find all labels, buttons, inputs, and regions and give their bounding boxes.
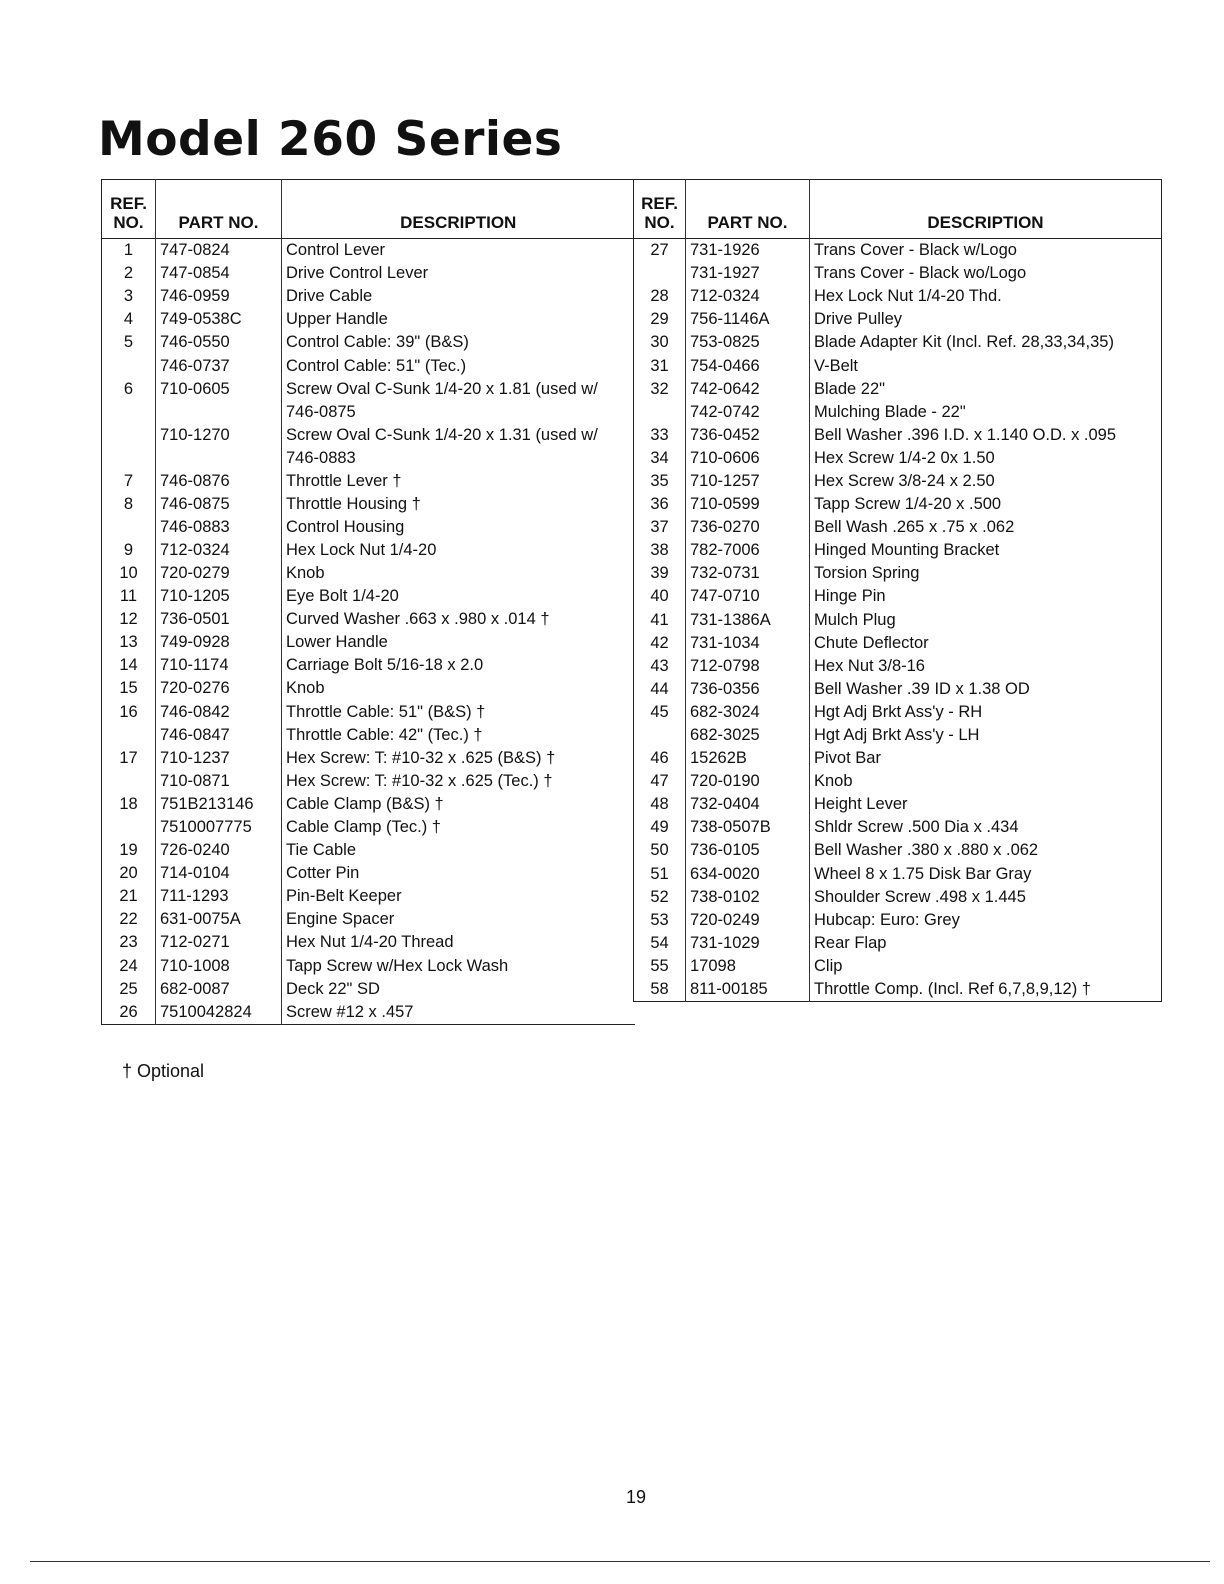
ref-no-cell: 35: [650, 471, 669, 490]
description-cell: Tapp Screw 1/4-20 x .500: [810, 493, 1162, 516]
part-no-cell: 712-0324: [156, 539, 282, 562]
description-cell: Height Lever: [810, 793, 1162, 816]
description-cell: Cable Clamp (Tec.) †: [282, 816, 635, 839]
ref-no-cell: [634, 724, 686, 747]
part-no-cell: 712-0271: [156, 931, 282, 954]
table-row: [102, 239, 635, 263]
footnote: † Optional: [122, 1061, 205, 1081]
table-row: [634, 678, 1162, 701]
description-cell: Throttle Cable: 51" (B&S) †: [282, 701, 635, 724]
description-cell: Hex Screw 1/4-2 0x 1.50: [810, 447, 1162, 470]
ref-no-cell: [102, 354, 156, 377]
ref-no-cell: 51: [650, 864, 669, 883]
description-cell: Hex Lock Nut 1/4-20 Thd.: [810, 285, 1162, 308]
table-row: [634, 632, 1162, 655]
description-cell: Throttle Lever †: [282, 470, 635, 493]
bottom-rule: [30, 1561, 1210, 1562]
part-no-cell: 756-1146A: [686, 308, 810, 331]
description-cell: Control Cable: 51" (Tec.): [282, 354, 635, 377]
ref-no-cell: 29: [650, 310, 669, 329]
ref-no-cell: 1: [123, 241, 134, 260]
description-cell: Trans Cover - Black w/Logo: [810, 239, 1162, 263]
table-row: [634, 886, 1162, 909]
ref-no-cell: 45: [650, 702, 669, 721]
part-no-cell: 747-0824: [156, 239, 282, 263]
description-cell: Control Lever: [282, 239, 635, 263]
description-cell: Bell Washer .380 x .880 x .062: [810, 839, 1162, 862]
table-row: [102, 378, 635, 424]
description-cell: Hex Screw: T: #10-32 x .625 (B&S) †: [282, 747, 635, 770]
table-row: [634, 932, 1162, 955]
description-cell: Blade 22": [810, 378, 1162, 401]
ref-no-cell: 46: [650, 749, 669, 768]
description-cell: Control Housing: [282, 516, 635, 539]
description-header: DESCRIPTION: [282, 180, 635, 239]
description-cell: Eye Bolt 1/4-20: [282, 585, 635, 608]
table-row: [102, 1001, 635, 1025]
ref-no-cell: [102, 724, 156, 747]
description-cell: Mulching Blade - 22": [810, 401, 1162, 424]
part-no-cell: 682-3024: [686, 701, 810, 724]
part-no-cell: 7510007775: [156, 816, 282, 839]
part-no-cell: 736-0452: [686, 424, 810, 447]
table-row: [634, 401, 1162, 424]
description-cell: Hgt Adj Brkt Ass'y - LH: [810, 724, 1162, 747]
part-no-cell: 712-0798: [686, 655, 810, 678]
ref-no-cell: 13: [119, 633, 138, 652]
part-no-cell: 736-0501: [156, 608, 282, 631]
ref-no-cell: 30: [650, 333, 669, 352]
table-row: [634, 585, 1162, 608]
description-cell: Deck 22" SD: [282, 978, 635, 1001]
ref-no-cell: 27: [650, 241, 669, 260]
ref-no-cell: 17: [119, 748, 138, 767]
description-cell: Lower Handle: [282, 631, 635, 654]
ref-no-cell: 38: [650, 541, 669, 560]
part-no-cell: 738-0102: [686, 886, 810, 909]
table-row: [102, 562, 635, 585]
table-row: [102, 308, 635, 331]
ref-no-cell: 37: [650, 518, 669, 537]
parts-table-left-body: [102, 239, 635, 1025]
description-cell: Drive Cable: [282, 285, 635, 308]
description-cell: Clip: [810, 955, 1162, 978]
ref-no-cell: 41: [650, 610, 669, 629]
ref-no-cell: [102, 516, 156, 539]
table-row: [634, 609, 1162, 632]
description-cell: Throttle Cable: 42" (Tec.) †: [282, 724, 635, 747]
ref-no-cell: 44: [650, 679, 669, 698]
description-cell: Bell Washer .396 I.D. x 1.140 O.D. x .095: [810, 424, 1162, 447]
table-row: [102, 608, 635, 631]
table-row: [102, 631, 635, 654]
part-no-cell: 710-1270: [156, 424, 282, 470]
ref-no-cell: 11: [119, 587, 138, 606]
table-row: [634, 239, 1162, 263]
table-row: [102, 839, 635, 862]
description-cell: V-Belt: [810, 354, 1162, 377]
description-cell: Hex Nut 3/8-16: [810, 655, 1162, 678]
part-no-cell: 736-0356: [686, 678, 810, 701]
table-row: [634, 909, 1162, 932]
table-row: [102, 424, 635, 470]
ref-no-cell: 9: [123, 540, 134, 559]
description-cell: Hex Nut 1/4-20 Thread: [282, 931, 635, 954]
ref-no-cell: [634, 262, 686, 285]
part-no-cell: 746-0847: [156, 724, 282, 747]
description-cell: Hex Lock Nut 1/4-20: [282, 539, 635, 562]
ref-no-cell: 36: [650, 495, 669, 514]
description-cell: Curved Washer .663 x .980 x .014 †: [282, 608, 635, 631]
description-cell: Mulch Plug: [810, 609, 1162, 632]
table-row: [634, 447, 1162, 470]
description-cell: Chute Deflector: [810, 632, 1162, 655]
part-no-cell: 746-0550: [156, 331, 282, 354]
table-row: [634, 331, 1162, 354]
part-no-cell: 731-1034: [686, 632, 810, 655]
ref-no-cell: 47: [650, 772, 669, 791]
ref-no-cell: 19: [119, 841, 138, 860]
ref-header-line1: REF.: [110, 194, 147, 213]
part-no-cell: 17098: [686, 955, 810, 978]
part-no-cell: 710-0599: [686, 493, 810, 516]
ref-no-cell: 24: [119, 956, 138, 975]
table-row: [634, 285, 1162, 308]
ref-no-cell: 15: [119, 679, 138, 698]
ref-no-cell: 58: [650, 980, 669, 999]
description-cell: Hex Screw 3/8-24 x 2.50: [810, 470, 1162, 493]
table-row: [102, 701, 635, 724]
description-cell: Bell Washer .39 ID x 1.38 OD: [810, 678, 1162, 701]
table-header-row: [102, 180, 635, 239]
ref-header-line1: REF.: [641, 194, 678, 213]
part-no-cell: 749-0538C: [156, 308, 282, 331]
part-no-cell: 710-1008: [156, 955, 282, 978]
description-cell: Control Cable: 39" (B&S): [282, 331, 635, 354]
part-no-cell: 710-0871: [156, 770, 282, 793]
ref-no-cell: 32: [650, 379, 669, 398]
part-no-cell: 746-0876: [156, 470, 282, 493]
description-cell: Blade Adapter Kit (Incl. Ref. 28,33,34,35): [810, 331, 1162, 354]
table-row: [102, 262, 635, 285]
table-row: [102, 816, 635, 839]
ref-no-cell: [102, 424, 156, 470]
table-row: [634, 539, 1162, 562]
ref-no-cell: 49: [650, 818, 669, 837]
table-row: [102, 354, 635, 377]
table-row: [102, 585, 635, 608]
ref-no-cell: 22: [119, 910, 138, 929]
description-cell: Hinge Pin: [810, 585, 1162, 608]
part-no-cell: 710-1205: [156, 585, 282, 608]
description-cell: Hgt Adj Brkt Ass'y - RH: [810, 701, 1162, 724]
table-row: [102, 654, 635, 677]
description-cell: Engine Spacer: [282, 908, 635, 931]
description-cell: Hex Screw: T: #10-32 x .625 (Tec.) †: [282, 770, 635, 793]
ref-no-cell: 4: [123, 310, 134, 329]
table-row: [634, 839, 1162, 862]
ref-no-cell: 18: [119, 794, 138, 813]
description-cell: Cable Clamp (B&S) †: [282, 793, 635, 816]
ref-no-cell: 50: [650, 841, 669, 860]
ref-no-cell: 52: [650, 887, 669, 906]
part-no-cell: 742-0642: [686, 378, 810, 401]
ref-no-header: [102, 180, 156, 239]
table-row: [102, 770, 635, 793]
table-row: [634, 955, 1162, 978]
description-cell: Tie Cable: [282, 839, 635, 862]
table-row: [634, 816, 1162, 839]
table-row: [634, 470, 1162, 493]
table-row: [102, 955, 635, 978]
ref-no-cell: 28: [650, 287, 669, 306]
table-row: [634, 655, 1162, 678]
table-row: [634, 978, 1162, 1002]
table-row: [102, 931, 635, 954]
description-cell: Knob: [282, 562, 635, 585]
table-row: [102, 978, 635, 1001]
ref-no-cell: 43: [650, 656, 669, 675]
description-cell: Hubcap: Euro: Grey: [810, 909, 1162, 932]
ref-no-cell: 54: [650, 933, 669, 952]
part-no-cell: 634-0020: [686, 863, 810, 886]
description-cell: Trans Cover - Black wo/Logo: [810, 262, 1162, 285]
table-row: [634, 378, 1162, 401]
table-row: [634, 562, 1162, 585]
table-row: [634, 424, 1162, 447]
table-row: [634, 262, 1162, 285]
ref-no-cell: 23: [119, 933, 138, 952]
ref-no-cell: 10: [119, 563, 138, 582]
description-cell: Torsion Spring: [810, 562, 1162, 585]
part-no-cell: 720-0249: [686, 909, 810, 932]
table-row: [634, 701, 1162, 724]
part-no-cell: 682-3025: [686, 724, 810, 747]
description-cell: Screw Oval C-Sunk 1/4-20 x 1.81 (used w/ 746-0875: [282, 378, 635, 424]
part-no-cell: 712-0324: [686, 285, 810, 308]
part-no-cell: 731-1926: [686, 239, 810, 263]
description-cell: Throttle Housing †: [282, 493, 635, 516]
ref-no-cell: 20: [119, 864, 138, 883]
table-row: [102, 470, 635, 493]
ref-no-cell: 39: [650, 564, 669, 583]
ref-no-cell: 2: [123, 264, 134, 283]
description-cell: Upper Handle: [282, 308, 635, 331]
part-no-cell: 746-0883: [156, 516, 282, 539]
part-no-header: PART NO.: [156, 180, 282, 239]
ref-no-cell: [102, 770, 156, 793]
page-number: 19: [626, 1487, 647, 1507]
description-cell: Knob: [282, 677, 635, 700]
table-row: [634, 308, 1162, 331]
part-no-cell: 811-00185: [686, 978, 810, 1002]
table-row: [102, 516, 635, 539]
ref-no-header: [634, 180, 686, 239]
description-cell: Tapp Screw w/Hex Lock Wash: [282, 955, 635, 978]
table-row: [102, 747, 635, 770]
table-row: [634, 354, 1162, 377]
table-row: [634, 724, 1162, 747]
table-row: [102, 285, 635, 308]
ref-no-cell: 33: [650, 425, 669, 444]
ref-no-cell: 12: [119, 610, 138, 629]
part-no-cell: 714-0104: [156, 862, 282, 885]
part-no-cell: 747-0710: [686, 585, 810, 608]
description-cell: Screw Oval C-Sunk 1/4-20 x 1.31 (used w/ 746-0883: [282, 424, 635, 470]
part-no-cell: 753-0825: [686, 331, 810, 354]
description-cell: Cotter Pin: [282, 862, 635, 885]
ref-no-cell: 16: [119, 702, 138, 721]
ref-no-cell: 31: [650, 356, 669, 375]
description-cell: Drive Pulley: [810, 308, 1162, 331]
description-cell: Carriage Bolt 5/16-18 x 2.0: [282, 654, 635, 677]
part-no-cell: 731-1029: [686, 932, 810, 955]
description-cell: Wheel 8 x 1.75 Disk Bar Gray: [810, 863, 1162, 886]
parts-table-left: [101, 179, 635, 1025]
part-no-cell: 720-0279: [156, 562, 282, 585]
part-no-cell: 746-0875: [156, 493, 282, 516]
part-no-cell: 738-0507B: [686, 816, 810, 839]
table-row: [634, 516, 1162, 539]
part-no-cell: 731-1386A: [686, 609, 810, 632]
part-no-cell: 711-1293: [156, 885, 282, 908]
table-row: [102, 539, 635, 562]
ref-no-cell: 53: [650, 910, 669, 929]
ref-no-cell: 6: [123, 379, 134, 398]
description-cell: Bell Wash .265 x .75 x .062: [810, 516, 1162, 539]
description-cell: Knob: [810, 770, 1162, 793]
table-row: [102, 908, 635, 931]
part-no-cell: 710-1257: [686, 470, 810, 493]
description-cell: Shldr Screw .500 Dia x .434: [810, 816, 1162, 839]
part-no-cell: 746-0959: [156, 285, 282, 308]
ref-no-cell: 42: [650, 633, 669, 652]
page-title: Model 260 Series: [98, 112, 563, 167]
description-header: DESCRIPTION: [810, 180, 1162, 239]
table-row: [634, 747, 1162, 770]
part-no-cell: 747-0854: [156, 262, 282, 285]
part-no-cell: 710-0605: [156, 378, 282, 424]
part-no-cell: 746-0737: [156, 354, 282, 377]
ref-header-line2: NO.: [644, 213, 675, 232]
ref-no-cell: 7: [123, 471, 134, 490]
ref-no-cell: 8: [123, 494, 134, 513]
part-no-cell: 710-1237: [156, 747, 282, 770]
ref-no-cell: 26: [119, 1002, 138, 1021]
part-no-cell: 736-0270: [686, 516, 810, 539]
part-no-header: PART NO.: [686, 180, 810, 239]
description-cell: Throttle Comp. (Incl. Ref 6,7,8,9,12) †: [810, 978, 1162, 1002]
ref-no-cell: 3: [123, 287, 134, 306]
part-no-cell: 726-0240: [156, 839, 282, 862]
table-row: [634, 793, 1162, 816]
description-cell: Rear Flap: [810, 932, 1162, 955]
description-cell: Screw #12 x .457: [282, 1001, 635, 1025]
part-no-cell: 751B213146: [156, 793, 282, 816]
part-no-cell: 732-0731: [686, 562, 810, 585]
table-row: [102, 793, 635, 816]
part-no-cell: 746-0842: [156, 701, 282, 724]
table-row: [102, 493, 635, 516]
ref-no-cell: [102, 816, 156, 839]
part-no-cell: 631-0075A: [156, 908, 282, 931]
ref-no-cell: 48: [650, 795, 669, 814]
part-no-cell: 720-0190: [686, 770, 810, 793]
ref-no-cell: 55: [650, 956, 669, 975]
ref-no-cell: 25: [119, 979, 138, 998]
ref-no-cell: 34: [650, 448, 669, 467]
part-no-cell: 742-0742: [686, 401, 810, 424]
table-row: [102, 677, 635, 700]
part-no-cell: 15262B: [686, 747, 810, 770]
part-no-cell: 710-0606: [686, 447, 810, 470]
part-no-cell: 710-1174: [156, 654, 282, 677]
ref-no-cell: [634, 401, 686, 424]
table-row: [102, 862, 635, 885]
part-no-cell: 682-0087: [156, 978, 282, 1001]
table-row: [634, 863, 1162, 886]
table-row: [102, 331, 635, 354]
part-no-cell: 731-1927: [686, 262, 810, 285]
table-row: [102, 724, 635, 747]
description-cell: Drive Control Lever: [282, 262, 635, 285]
description-cell: Shoulder Screw .498 x 1.445: [810, 886, 1162, 909]
part-no-cell: 736-0105: [686, 839, 810, 862]
ref-no-cell: 40: [650, 587, 669, 606]
part-no-cell: 754-0466: [686, 354, 810, 377]
part-no-cell: 720-0276: [156, 677, 282, 700]
ref-no-cell: 14: [119, 656, 138, 675]
table-row: [634, 493, 1162, 516]
part-no-cell: 732-0404: [686, 793, 810, 816]
parts-table-right: [633, 179, 1162, 1002]
table-row: [102, 885, 635, 908]
description-cell: Pivot Bar: [810, 747, 1162, 770]
ref-header-line2: NO.: [113, 213, 144, 232]
table-header-row: [634, 180, 1162, 239]
parts-table-right-body: [634, 239, 1162, 1002]
part-no-cell: 782-7006: [686, 539, 810, 562]
table-row: [634, 770, 1162, 793]
description-cell: Pin-Belt Keeper: [282, 885, 635, 908]
ref-no-cell: 5: [123, 333, 134, 352]
description-cell: Hinged Mounting Bracket: [810, 539, 1162, 562]
ref-no-cell: 21: [119, 887, 138, 906]
part-no-cell: 749-0928: [156, 631, 282, 654]
part-no-cell: 7510042824: [156, 1001, 282, 1025]
